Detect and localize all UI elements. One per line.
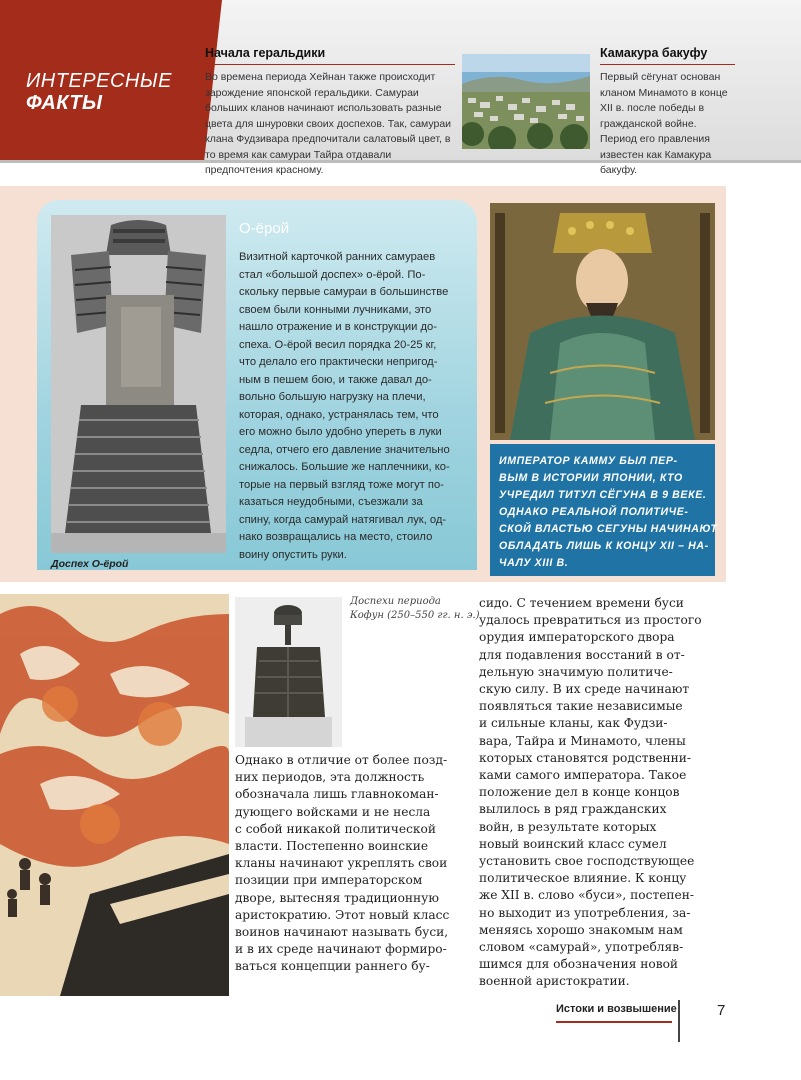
oyoroi-armor-photo (51, 215, 226, 553)
caption-line: Кофун (250–550 гг. н. э.) (350, 610, 480, 621)
text-line: седла, отчего его давление значительно (239, 443, 450, 456)
text-line: которая, однако, устранялась тем, что (239, 408, 439, 421)
text-line: воину опустить руки. (239, 548, 347, 561)
kofun-armor-photo (235, 597, 342, 747)
text-line: воинов начинают называть буси, (235, 925, 449, 940)
body-column-left (235, 752, 475, 976)
text-line: но выходит из употребления, за- (479, 905, 691, 920)
text-line: словом «самурай», употребляв- (479, 940, 684, 955)
text-line: дворе, вытесняя традиционную (235, 890, 439, 905)
emperor-portrait (490, 203, 715, 440)
text-line: скую силу. В их среде начинают (479, 682, 690, 697)
text-line: своем были конными лучниками, это (239, 303, 432, 316)
footer-rule (556, 1021, 672, 1023)
text-line: ным в пешем бою, и также давал до- (239, 373, 432, 386)
text-line: положение дел в конце концов (479, 785, 680, 800)
text-line: спеха. О-ёрой весил порядка 20-25 кг, (239, 338, 437, 351)
text-line: УЧРЕДИЛ ТИТУЛ СЁГУНА В 9 ВЕКЕ. (499, 489, 707, 501)
text-line: СКОЙ ВЛАСТЬЮ СЕГУНЫ НАЧИНАЮТ (499, 523, 718, 535)
text-line: военной аристократии. (479, 974, 630, 989)
text-line: дельную значимую политиче- (479, 664, 673, 679)
text-line: новый воинский класс сумел (479, 836, 667, 851)
text-line: для подавления восстаний в от- (479, 647, 685, 662)
text-line: снижалось. Большие же наплечники, ко- (239, 461, 450, 473)
text-line: шимся для обозначения новой (479, 957, 679, 972)
text-line: появляться такие независимые (479, 699, 683, 714)
page-number: 7 (717, 1002, 726, 1019)
footer-section-label: Истоки и возвышение (556, 1003, 677, 1015)
text-line: ИМПЕРАТОР КАММУ БЫЛ ПЕР- (499, 455, 678, 467)
kammu-fact-text (499, 453, 718, 572)
text-line: позиции при императорском (235, 873, 423, 888)
text-line: них периодов, эта должность (235, 770, 425, 785)
text-line: дующего войсками и не несла (235, 804, 431, 819)
kamakura-photo (462, 54, 590, 149)
text-line: казаться неудобными, съезжали за (239, 496, 423, 508)
text-line: нашло отражение и в конструкции до- (239, 321, 437, 333)
text-line: же XII в. слово «буси», постепен- (479, 888, 695, 903)
oyoroi-heading: О-ёрой (239, 220, 290, 237)
text-line: власти. Постепенно воинские (235, 839, 429, 854)
text-line: и в их среде начинают формиро- (235, 942, 447, 957)
fact-heraldry-text: Во времена периода Хейнан также происходит зарождение японской геральдики. Самураи больших кланов начинают использовать разные цвета для шнуровки своих доспехов. Так, самураи клана Фудзивара предпочитали салатовый цвет, в то время как самураи Тайра отдавали предпочтения красному. (205, 71, 452, 176)
facts-tab-label-line2: ФАКТЫ (26, 92, 103, 114)
fact-heraldry (205, 46, 455, 179)
text-line: с собой никакой политической (235, 821, 436, 836)
text-line: орудия императорского двора (479, 630, 675, 645)
text-line: скольку первые самураи в большинстве (239, 286, 449, 298)
text-line: ВЫМ В ИСТОРИИ ЯПОНИИ, КТО (499, 472, 683, 484)
text-line: спину, когда самурай натягивал лук, од- (239, 513, 447, 526)
text-line: аристократию. Этот новый класс (235, 907, 450, 922)
kofun-caption (350, 595, 480, 623)
text-line: нако возвращались на место, стоило (239, 531, 433, 543)
text-line: удалось превратиться из простого (479, 613, 702, 628)
text-line: обозначала лишь главнокоман- (235, 787, 439, 802)
text-line: которых становятся родственни- (479, 750, 692, 765)
text-line: установить свое господствующее (479, 854, 695, 869)
text-line: ЧАЛУ XIII В. (499, 557, 569, 569)
text-line: ОДНАКО РЕАЛЬНОЙ ПОЛИТИЧЕ- (499, 506, 689, 518)
footer-separator (678, 1000, 680, 1042)
fact-kamakura-text: Первый сёгунат основан кланом Минамото в конце XII в. после победы в гражданской войне. Период его правления известен как Камакура бакуфу. (600, 71, 728, 176)
text-line: стал «большой доспех» о-ёрой. По- (239, 268, 426, 281)
text-line: ОБЛАДАТЬ ЛИШЬ К КОНЦУ XII – НА- (499, 540, 709, 552)
body-column-right (479, 595, 729, 991)
text-line: меняясь хорошо знакомым нам (479, 922, 683, 937)
caption-line: Доспехи периода (350, 596, 441, 607)
text-line: кланы начинают укреплять свои (235, 856, 448, 871)
text-line: торые на первый взгляд тоже могут по- (239, 478, 444, 491)
fact-kamakura-title: Камакура бакуфу (600, 46, 735, 65)
text-line: вольно большую нагрузку на плечи, (239, 391, 426, 403)
fact-heraldry-title: Начала геральдики (205, 46, 455, 65)
facts-tab-label-line1: ИНТЕРЕСНЫЕ (26, 70, 172, 92)
text-line: сидо. С течением времени буси (479, 596, 684, 610)
text-line: и сильные кланы, как Фудзи- (479, 716, 668, 731)
text-line: войн, в результате которых (479, 819, 657, 834)
text-line: вара, Тайра и Минамото, члены (479, 733, 686, 748)
fact-kamakura (600, 46, 735, 179)
text-line: Однако в отличие от более позд- (235, 753, 448, 767)
text-line: вылилось в ряд гражданских (479, 802, 667, 817)
oyoroi-caption: Доспех О-ёрой (51, 558, 129, 570)
text-line: ваться концепции раннего бу- (235, 959, 430, 974)
text-line: ками самого императора. Такое (479, 768, 687, 783)
text-line: что делало его практически непригод- (239, 356, 438, 368)
oyoroi-text (239, 249, 469, 564)
text-line: политическое влияние. К концу (479, 871, 687, 886)
text-line: его можно было удобно упереть в луки (239, 426, 442, 438)
burning-palace-scroll-image (0, 594, 229, 996)
text-line: Визитной карточкой ранних самураев (239, 251, 436, 263)
